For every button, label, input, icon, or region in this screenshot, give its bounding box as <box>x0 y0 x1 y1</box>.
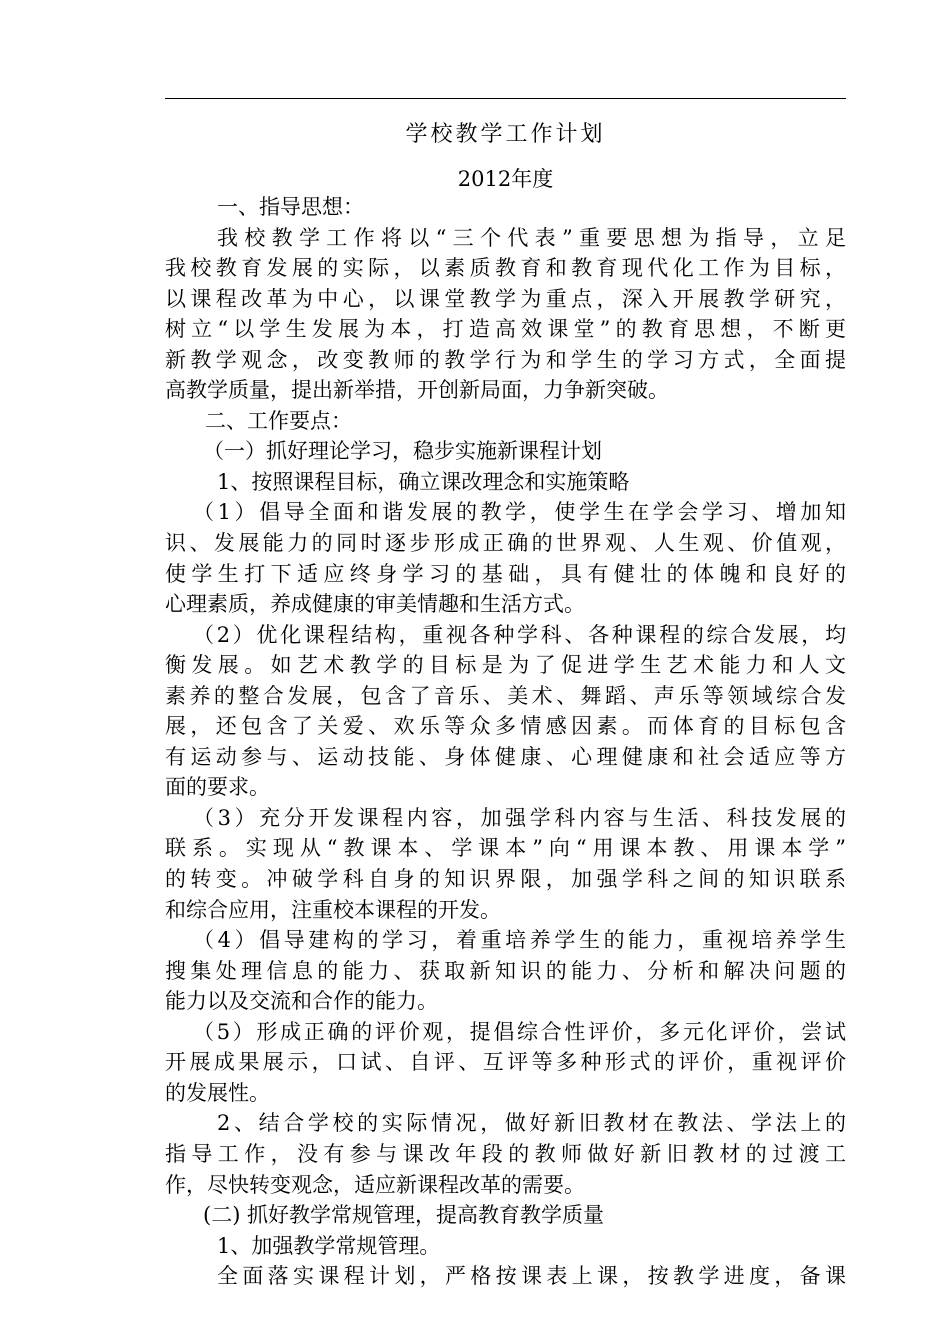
body-line: （5）形成正确的评价观，提倡综合性评价，多元化评价，尝试 <box>193 1019 846 1044</box>
body-line: 面的要求。 <box>165 775 270 800</box>
document-body <box>165 192 846 1292</box>
body-line: 2、结合学校的实际情况，做好新旧教材在教法、学法上的 <box>217 1111 846 1136</box>
body-line: 树立“以学生发展为本，打造高效课堂”的教育思想，不断更 <box>165 317 846 342</box>
body-line: 1、加强教学常规管理。 <box>217 1233 441 1258</box>
header-rule <box>165 98 846 99</box>
body-line: 有运动参与、运动技能、身体健康、心理健康和社会适应等方 <box>165 744 846 769</box>
body-line: 能力以及交流和合作的能力。 <box>165 989 438 1014</box>
body-line: （一）抓好理论学习，稳步实施新课程计划 <box>203 439 602 464</box>
document-year: 2012年度 <box>457 167 554 191</box>
body-line: 的发展性。 <box>165 1080 270 1105</box>
body-line: 我校教学工作将以“三个代表”重要思想为指导，立足 <box>217 225 846 250</box>
body-line: 联系。实现从“教课本、学课本”向“用课本教、用课本学” <box>165 836 846 861</box>
body-line: 高教学质量，提出新举措，开创新局面，力争新突破。 <box>165 378 669 403</box>
body-line: 以课程改革为中心，以课堂教学为重点，深入开展教学研究， <box>165 286 846 311</box>
body-line: 识、发展能力的同时逐步形成正确的世界观、人生观、价值观， <box>165 531 846 556</box>
body-line: (二) 抓好教学常规管理，提高教育教学质量 <box>203 1203 605 1228</box>
body-line: 作，尽快转变观念，适应新课程改革的需要。 <box>165 1172 585 1197</box>
body-line: 1、按照课程目标，确立课改理念和实施策略 <box>217 469 630 494</box>
body-line: 开展成果展示，口试、自评、互评等多种形式的评价，重视评价 <box>165 1050 846 1075</box>
body-line: （4）倡导建构的学习，着重培养学生的能力，重视培养学生 <box>193 928 846 953</box>
body-line: 一、指导思想： <box>217 195 364 219</box>
body-line: 使学生打下适应终身学习的基础，具有健壮的体魄和良好的 <box>165 561 846 586</box>
body-line: 素养的整合发展，包含了音乐、美术、舞蹈、声乐等领域综合发 <box>165 683 846 708</box>
body-line: 衡发展。如艺术教学的目标是为了促进学生艺术能力和人文 <box>165 653 846 678</box>
body-line: 搜集处理信息的能力、获取新知识的能力、分析和解决问题的 <box>165 958 846 983</box>
body-line: 指导工作，没有参与课改年段的教师做好新旧教材的过渡工 <box>165 1141 846 1166</box>
body-line: 心理素质，养成健康的审美情趣和生活方式。 <box>165 592 585 617</box>
body-line: 我校教育发展的实际，以素质教育和教育现代化工作为目标， <box>165 256 846 281</box>
body-line: 的转变。冲破学科自身的知识界限，加强学科之间的知识联系 <box>165 867 846 892</box>
body-line: 全面落实课程计划，严格按课表上课，按教学进度，备课 <box>217 1264 846 1289</box>
body-line: （3）充分开发课程内容，加强学科内容与生活、科技发展的 <box>193 805 846 830</box>
body-line: 新教学观念，改变教师的教学行为和学生的学习方式，全面提 <box>165 347 846 372</box>
body-line: 和综合应用，注重校本课程的开发。 <box>165 897 501 922</box>
body-line: （1）倡导全面和谐发展的教学，使学生在学会学习、增加知 <box>193 500 846 525</box>
body-line: 展，还包含了关爱、欢乐等众多情感因素。而体育的目标包含 <box>165 714 846 739</box>
page-title: 学校教学工作计划 <box>405 122 606 147</box>
body-line: 二、工作要点： <box>205 408 352 433</box>
body-line: （2）优化课程结构，重视各种学科、各种课程的综合发展，均 <box>193 622 846 647</box>
